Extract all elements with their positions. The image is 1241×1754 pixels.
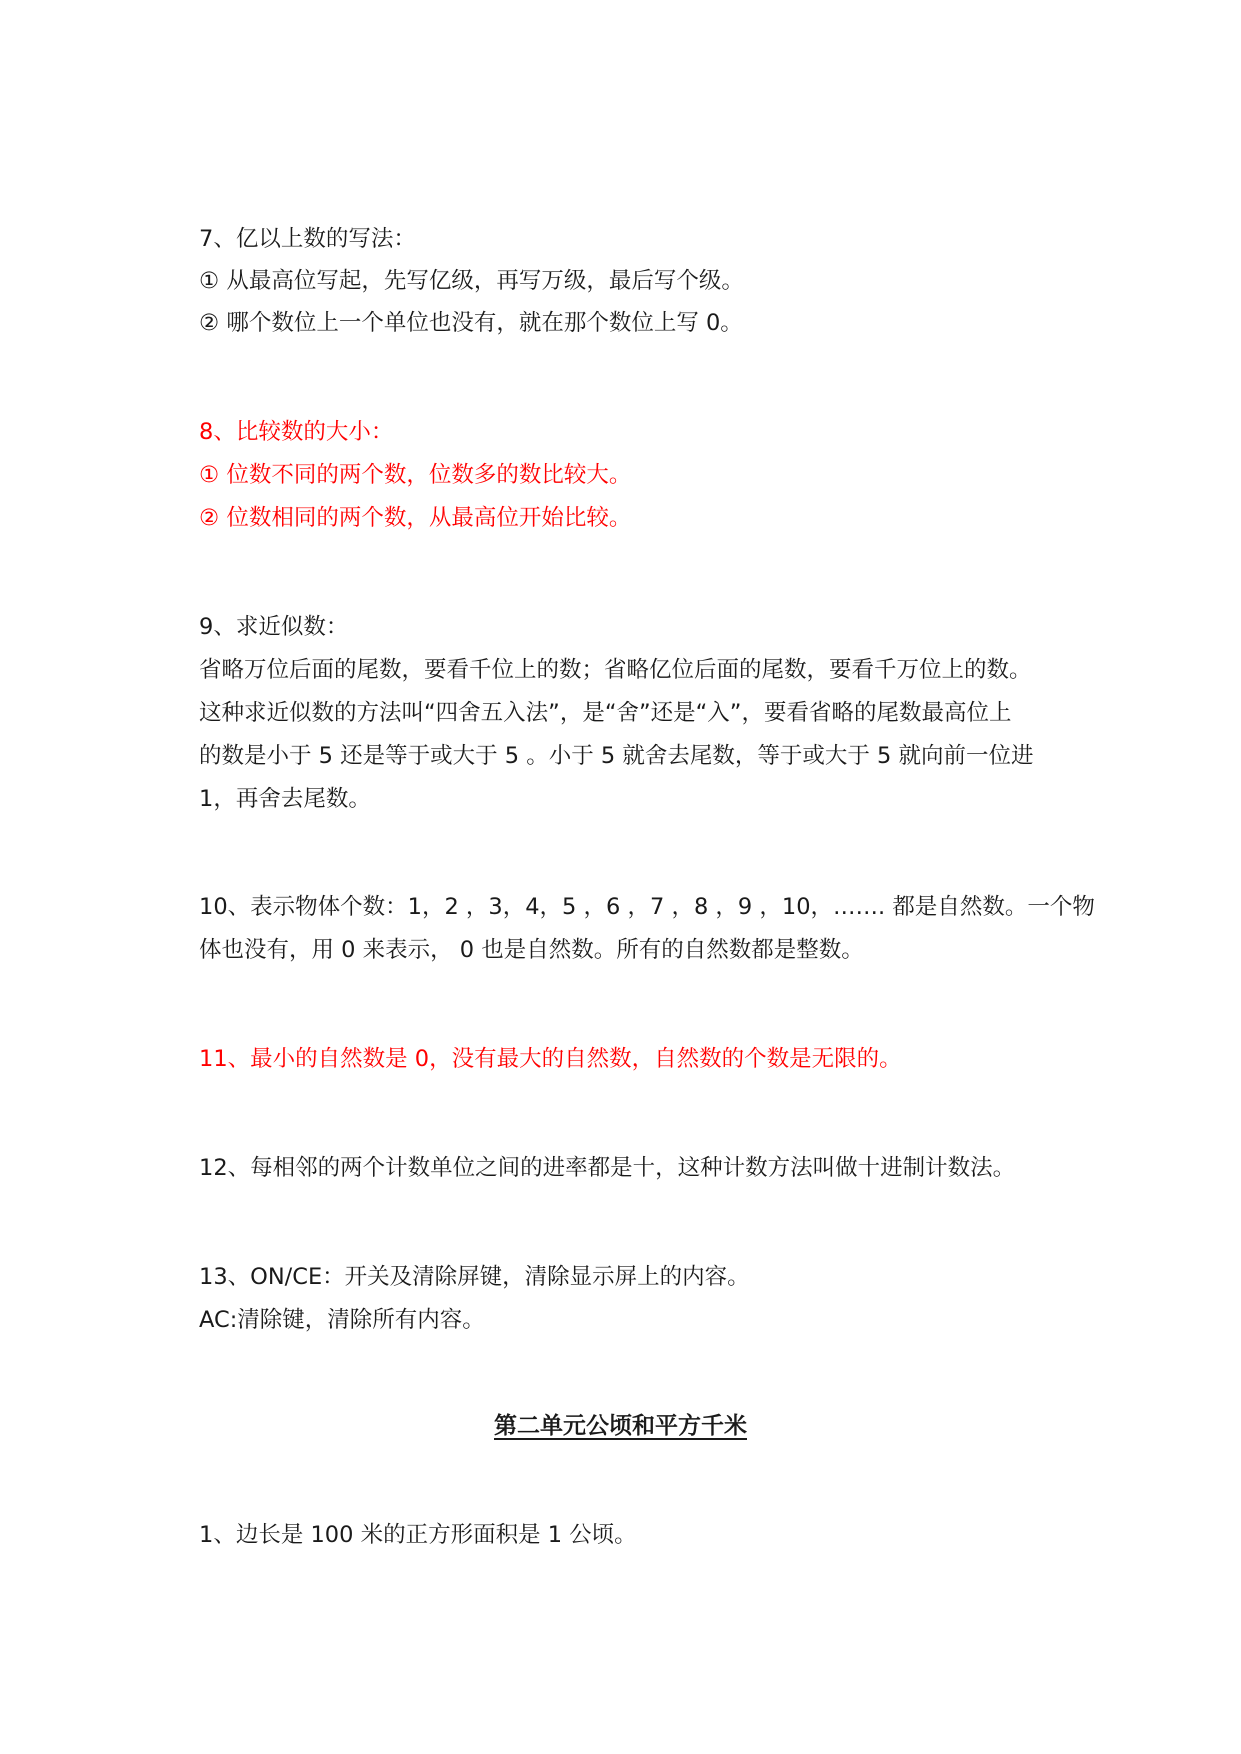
section-7-line-2: ② 哪个数位上一个单位也没有，就在那个数位上写 0。 <box>199 310 743 336</box>
section-9-line-2: 这种求近似数的方法叫“四舍五入法”，是“舍”还是“入”，要看省略的尾数最高位上 <box>199 700 1012 726</box>
section-13-line-2: AC:清除键，清除所有内容。 <box>199 1307 485 1333</box>
section-10-line-2: 体也没有，用 0 来表示， 0 也是自然数。所有的自然数都是整数。 <box>199 937 864 963</box>
section-13-line-1: 13、ON/CE：开关及清除屏键，清除显示屏上的内容。 <box>199 1264 750 1290</box>
section-11-line: 11、最小的自然数是 0，没有最大的自然数，自然数的个数是无限的。 <box>199 1046 902 1072</box>
section-9-title: 9、求近似数： <box>199 614 349 640</box>
section-9-line-1: 省略万位后面的尾数，要看千位上的数；省略亿位后面的尾数，要看千万位上的数。 <box>199 657 1032 683</box>
section-7-line-1: ① 从最高位写起，先写亿级，再写万级，最后写个级。 <box>199 268 744 294</box>
section-8-title: 8、比较数的大小： <box>199 419 394 445</box>
section-7-title: 7、亿以上数的写法： <box>199 226 416 252</box>
section-9-line-3: 的数是小于 5 还是等于或大于 5 。小于 5 就舍去尾数，等于或大于 5 就向前一位进 <box>199 743 1034 769</box>
section-12-line: 12、每相邻的两个计数单位之间的进率都是十，这种计数方法叫做十进制计数法。 <box>199 1155 1016 1181</box>
unit-2-item-1: 1、边长是 100 米的正方形面积是 1 公顷。 <box>199 1522 637 1548</box>
section-8-line-1: ① 位数不同的两个数，位数多的数比较大。 <box>199 462 632 488</box>
section-8-line-2: ② 位数相同的两个数，从最高位开始比较。 <box>199 505 632 531</box>
unit-2-heading: 第二单元公顷和平方千米 <box>494 1413 747 1439</box>
section-9-line-4: 1，再舍去尾数。 <box>199 786 371 812</box>
section-10-line-1: 10、表示物体个数：1，2 ，3，4，5 ，6 ，7 ，8 ，9 ，10，……. 都是自然数。一个物 <box>199 894 1095 920</box>
